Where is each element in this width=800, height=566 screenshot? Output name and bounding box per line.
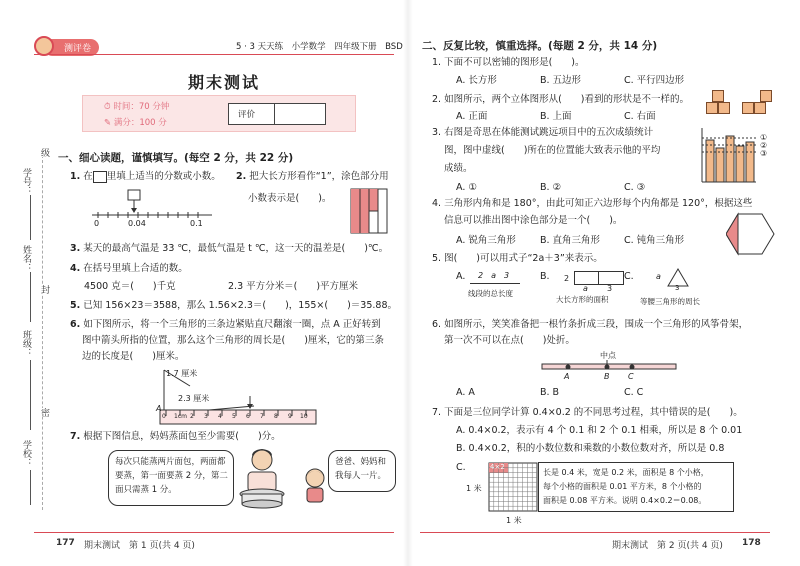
- point-b: B: [604, 372, 610, 381]
- s1-q2-text-b: 小数表示是( )。: [248, 193, 332, 204]
- s1-q4: [70, 262, 188, 276]
- s2-q2-opt-b[interactable]: B. 上面: [540, 111, 572, 122]
- s2-q5-fig-c-a: a: [656, 272, 661, 281]
- sidebar-line-3: [30, 360, 31, 430]
- sidebar-student-no: 学号：: [21, 168, 31, 195]
- ruler-8: 8: [274, 413, 278, 420]
- child-speech-line-1: 爸爸、妈妈和: [335, 457, 387, 467]
- s2-q1-opt-a[interactable]: A. 长方形: [456, 75, 497, 86]
- hexagon-figure: [726, 212, 776, 256]
- explain-line-2: 每个小格的面积是 0.01 平方米，8 个小格的: [543, 482, 702, 491]
- s1-q3-num: 3.: [70, 243, 81, 254]
- answer-square[interactable]: [93, 171, 107, 183]
- section2-title: 二、反复比较，慎重选择。(每题 2 分，共 14 分): [422, 40, 658, 52]
- s2-q5-label-a[interactable]: A.: [456, 271, 466, 282]
- s2-q5-fig-b: 2: [564, 274, 570, 283]
- ruler-9: 9: [288, 413, 292, 420]
- section1-title: 一、细心读题，谨慎填写。(每空 2 分，共 22 分): [58, 152, 294, 164]
- s1-q1-post: 里填上适当的分数或小数。: [106, 171, 221, 182]
- s1-q6-num: 6.: [70, 319, 81, 330]
- mom-speech-line-3: 面只需蒸 1 分。: [115, 485, 177, 495]
- s2-q5-label-c[interactable]: C.: [624, 271, 634, 282]
- explain-line-3: 面积是 0.08 平方米。说明 0.4×0.2＝0.08。: [543, 496, 707, 505]
- grid-bottom-label: 1 米: [506, 516, 522, 525]
- page-gutter: [403, 0, 413, 566]
- s2-q2-opt-c[interactable]: C. 右面: [624, 111, 656, 122]
- s2-q5-fig-a: 2 a 3: [478, 271, 510, 280]
- sidebar-line-1: [30, 195, 31, 240]
- s1-q6-a: [70, 318, 381, 332]
- exam-score: ✎ 满分：100 分: [104, 118, 167, 128]
- child-speech-bubble: [328, 450, 396, 492]
- s2-q1-opt-c[interactable]: C. 平行四边形: [624, 75, 685, 86]
- s2-q6-opt-b[interactable]: B. B: [540, 387, 560, 398]
- explain-line-1: 长是 0.4 米，宽是 0.2 米，面积是 8 个小格，: [543, 468, 709, 477]
- s2-q4-opt-c[interactable]: C. 钝角三角形: [624, 235, 685, 246]
- s2-q4-b: 信息可以推出图中涂色部分是一个( )。: [444, 215, 623, 226]
- sidebar-line-2: [30, 272, 31, 322]
- tick-label-0: 0: [94, 219, 100, 228]
- s2-q3-opt-b[interactable]: B. ②: [540, 182, 562, 193]
- ruler-4: 4: [218, 413, 222, 420]
- s1-q2-num: 2.: [236, 171, 247, 182]
- left-footer-rule: [34, 532, 394, 533]
- right-footer-rule: [420, 532, 770, 533]
- series-label: 5 · 3 天天练 小学数学 四年级下册 BSD: [236, 42, 403, 52]
- s2-q5: 5. 图( )可以用式子“2a＋3”来表示。: [432, 253, 603, 264]
- s1-q6-text-b: 图中箭头所指的位置，那么这个三角形的周长是( )厘米，它的第三条: [82, 335, 384, 346]
- sidebar-mark-3: 密: [39, 408, 49, 417]
- mascot-icon: [34, 36, 54, 56]
- sidebar-line-4: [30, 470, 31, 505]
- midpoint-label: 中点: [600, 351, 616, 360]
- s1-q6-text-a: 如下图所示，将一个三角形的三条边紧贴直尺翻滚一圈，点 A 正好转到: [83, 319, 381, 330]
- sidebar-mark-1: 级: [39, 148, 49, 157]
- s2-q5-fig-b-div: [598, 271, 599, 285]
- ruler-0: 0: [162, 413, 166, 420]
- tick-label-01: 0.1: [190, 219, 203, 228]
- s1-q5: [70, 299, 397, 313]
- left-page-number: 177: [56, 538, 75, 548]
- s2-q5-fig-a-line: [470, 283, 520, 284]
- test-badge: 测评卷: [44, 39, 99, 56]
- header-rule: [34, 54, 394, 55]
- s2-q7: 7. 下面是三位同学计算 0.4×0.2 的不同思考过程，其中错误的是( )。: [432, 407, 743, 418]
- s1-q7: [70, 430, 281, 444]
- s1-q1-num: 1.: [70, 171, 81, 182]
- s2-q5-cap-b: 大长方形的面积: [556, 295, 609, 304]
- s2-q6-b: 第一次不可以在点( )处折。: [444, 335, 575, 346]
- sidebar-mark-2: 封: [39, 285, 49, 294]
- mom-speech-bubble: [108, 450, 234, 506]
- s2-q6-a: 6. 如图所示，笑笑准备把一根竹条折成三段，围成一个三角形的风筝骨架，: [432, 319, 749, 330]
- s1-q1-pre: 在: [83, 171, 93, 182]
- s1-q3: [70, 242, 388, 256]
- ruler-10: 10: [300, 413, 308, 420]
- fig-label-a: A: [156, 404, 162, 413]
- sidebar-school: 学校：: [21, 440, 31, 467]
- ruler-1: 1cm: [174, 413, 187, 420]
- s2-q3-c: 成绩。: [444, 163, 473, 174]
- s2-q5-fig-c-3: 3: [675, 284, 680, 292]
- eval-label: 评价: [238, 110, 256, 120]
- s2-q5-fig-b-3: 3: [607, 284, 613, 293]
- s1-q5-text: 已知 156×23＝3588，那么 1.56×2.3＝( )，155×( )＝35.88。: [83, 300, 397, 311]
- s1-q1: [70, 170, 221, 184]
- grid-side-label: 1 米: [466, 484, 482, 493]
- s1-q7-text: 根据下图信息，妈妈蒸面包至少需要( )分。: [83, 431, 281, 442]
- bamboo-strip-figure: [540, 360, 680, 376]
- point-a: A: [564, 372, 570, 381]
- tick-label-004: 0.04: [128, 219, 146, 228]
- ruler-7: 7: [260, 413, 264, 420]
- s1-q3-text: 某天的最高气温是 33 ℃，最低气温是 t ℃，这一天的温差是( )℃。: [83, 243, 389, 254]
- sidebar-name: 姓名：: [21, 245, 31, 272]
- s2-q3-opt-c[interactable]: C. ③: [624, 182, 646, 193]
- child-illustration: [300, 466, 330, 506]
- eval-divider: [274, 103, 275, 125]
- s2-q5-cap-a: 线段的总长度: [468, 289, 513, 298]
- right-footer-text: 期末测试 第 2 页(共 4 页): [612, 541, 723, 551]
- s2-q7-c[interactable]: C.: [456, 462, 466, 473]
- s1-q4-text: 在括号里填上合适的数。: [83, 263, 188, 274]
- dash-mark-2: ②: [760, 141, 768, 150]
- ruler-6: 6: [246, 413, 250, 420]
- mom-speech-line-2: 要蒸，第一面要蒸 2 分，第二: [115, 471, 228, 481]
- s2-q4-a: 4. 三角形内角和是 180°，由此可知正六边形每个内角都是 120°，根据这些: [432, 198, 753, 209]
- s1-q7-num: 7.: [70, 431, 81, 442]
- child-speech-line-2: 我每人一片。: [335, 471, 387, 481]
- left-footer-text: 期末测试 第 1 页(共 4 页): [84, 541, 195, 551]
- explain-box: [538, 462, 734, 512]
- s2-q5-fig-b-rect: [574, 271, 624, 285]
- s2-q4-opt-a[interactable]: A. 锐角三角形: [456, 235, 516, 246]
- point-c: C: [628, 372, 634, 381]
- shaded-rectangle: [350, 188, 390, 236]
- s1-q4-b: 2.3 平方分米＝( )平方厘米: [228, 281, 359, 292]
- s2-q4-opt-b[interactable]: B. 直角三角形: [540, 235, 601, 246]
- ruler-2: 2: [190, 413, 194, 420]
- mom-speech-line-1: 每次只能蒸两片面包，两面都: [115, 457, 226, 467]
- s1-q6-text-c: 边的长度是( )厘米。: [82, 351, 185, 362]
- s1-q2-text-a: 把大长方形看作“1”，涂色部分用: [249, 171, 389, 182]
- s1-q2-a: [236, 170, 389, 184]
- s2-q2: 2. 如图所示，两个立体图形从( )看到的形状是不一样的。: [432, 94, 689, 105]
- s1-q4-num: 4.: [70, 263, 81, 274]
- s2-q1: 1. 下面不可以密铺的图形是( )。: [432, 57, 585, 68]
- ruler-3: 3: [204, 413, 208, 420]
- cube-figure-2: [742, 88, 782, 120]
- s2-q3-b: 图，图中虚线( )所在的位置能大致表示他的平均: [444, 145, 661, 156]
- s2-q3-a: 3. 右图是奇思在体能测试跳远项目中的五次成绩统计: [432, 127, 654, 138]
- s2-q6-opt-c[interactable]: C. C: [624, 387, 644, 398]
- s2-q1-opt-b[interactable]: B. 五边形: [540, 75, 582, 86]
- s1-q4-a: 4500 克＝( )千克: [84, 281, 176, 292]
- exam-title: 期末测试: [188, 73, 261, 92]
- cube-figure-1: [706, 88, 746, 120]
- s2-q7-a[interactable]: A. 0.4×0.2，表示有 4 个 0.1 和 2 个 0.1 相乘，所以是 8 个 0.01: [456, 425, 743, 436]
- exam-time: ⏱ 时间：70 分钟: [104, 102, 170, 112]
- s2-q2-opt-a[interactable]: A. 正面: [456, 111, 488, 122]
- binding-line: [42, 150, 43, 510]
- ruler-5: 5: [232, 413, 236, 420]
- s2-q3-opt-a[interactable]: A. ①: [456, 182, 477, 193]
- fig-label-23: 2.3 厘米: [178, 394, 210, 403]
- grid-label: 4×2: [490, 463, 505, 471]
- right-page-number: 178: [742, 538, 761, 548]
- fig-label-17: 1.7 厘米: [166, 369, 198, 378]
- mom-and-steamer-illustration: [232, 446, 302, 512]
- s2-q5-cap-c: 等腰三角形的周长: [640, 297, 700, 306]
- dash-mark-3: ③: [760, 149, 768, 158]
- dash-mark-1: ①: [760, 133, 768, 142]
- s1-q5-num: 5.: [70, 300, 81, 311]
- s2-q6-opt-a[interactable]: A. A: [456, 387, 475, 398]
- s2-q5-label-b[interactable]: B.: [540, 271, 550, 282]
- sidebar-class: 班级：: [21, 330, 31, 357]
- s2-q5-fig-b-a: a: [583, 284, 588, 293]
- s2-q7-b[interactable]: B. 0.4×0.2，积的小数位数和乘数的小数位数对齐，所以是 0.8: [456, 443, 725, 454]
